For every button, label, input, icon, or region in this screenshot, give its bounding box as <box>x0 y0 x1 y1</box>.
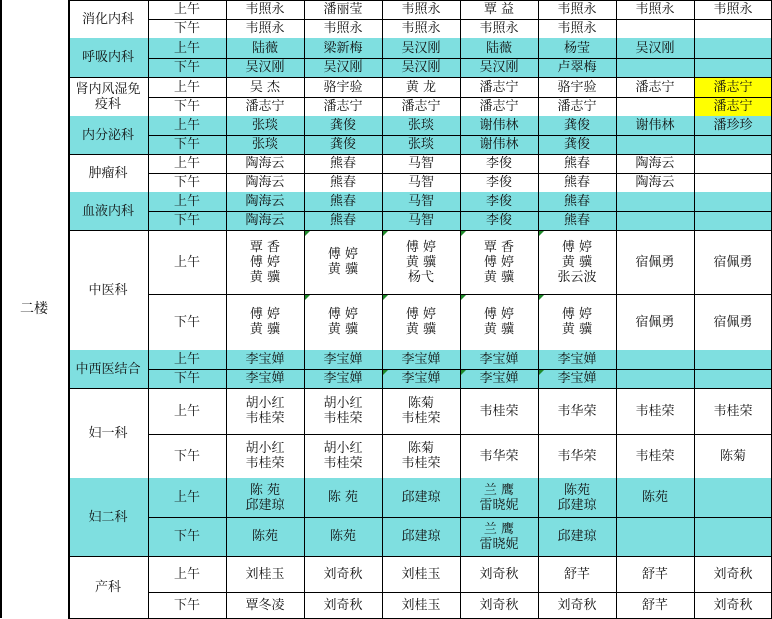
doctor-cell: 胡小红 韦桂荣 <box>323 441 363 471</box>
doctor-cell: 陶海云 <box>245 175 285 190</box>
doctor-cell: 潘丽莹 <box>323 2 363 17</box>
period-label: 下午 <box>173 175 200 190</box>
doctor-cell: 熊春 <box>563 156 590 171</box>
doctor-cell: 熊春 <box>563 175 590 190</box>
doctor-cell: 傅 婷 黄 骥 <box>327 307 359 337</box>
doctor-cell: 谢伟林 <box>635 118 675 133</box>
doctor-cell: 潘志宁 <box>479 99 519 114</box>
doctor-cell: 卢翠梅 <box>557 60 597 75</box>
doctor-cell: 张琰 <box>251 137 278 152</box>
doctor-cell: 覃 香 傅 婷 黄 骥 <box>249 239 281 285</box>
period-label: 上午 <box>173 79 200 95</box>
cell-marker <box>305 295 310 300</box>
doctor-cell: 马智 <box>407 156 434 171</box>
doctor-cell: 李俊 <box>485 194 512 209</box>
doctor-cell: 陶海云 <box>245 194 285 209</box>
doctor-cell: 骆宇验 <box>557 79 597 95</box>
doctor-cell: 韦照永 <box>557 21 597 36</box>
doctor-cell: 陶海云 <box>635 156 675 171</box>
doctor-cell: 潘志宁 <box>713 99 753 114</box>
doctor-cell: 韦桂荣 <box>479 403 519 419</box>
period-label: 上午 <box>173 490 200 505</box>
floor-label: 二楼 <box>20 300 48 317</box>
doctor-cell: 胡小红 韦桂荣 <box>245 396 285 426</box>
doctor-cell: 陈苑 邱建琼 <box>557 482 597 513</box>
doctor-cell: 李宝婵 <box>479 352 519 367</box>
doctor-cell: 陶海云 <box>635 175 675 190</box>
doctor-cell: 张琰 <box>251 118 278 133</box>
doctor-cell <box>694 19 772 38</box>
doctor-cell: 胡小红 韦桂荣 <box>323 396 363 426</box>
doctor-cell: 潘志宁 <box>557 99 597 114</box>
doctor-cell: 陶海云 <box>245 156 285 171</box>
doctor-cell: 李宝婵 <box>557 352 597 367</box>
period-label: 下午 <box>173 21 200 36</box>
doctor-cell: 覃 香 傅 婷 黄 骥 <box>483 239 515 285</box>
doctor-cell: 吴汉刚 <box>479 60 519 75</box>
period-label: 上午 <box>173 2 200 17</box>
doctor-cell: 覃 益 <box>483 2 515 17</box>
doctor-cell: 韦照永 <box>713 2 753 17</box>
doctor-cell: 傅 婷 黄 骥 张云波 <box>557 239 597 285</box>
doctor-cell: 宿佩勇 <box>635 254 675 270</box>
period-label: 上午 <box>173 352 200 367</box>
department-name: 肾内风湿免 疫科 <box>75 81 141 112</box>
doctor-cell: 吴汉刚 <box>323 60 363 75</box>
doctor-cell: 韦桂荣 <box>635 403 675 419</box>
cell-marker <box>539 231 544 236</box>
period-label: 上午 <box>173 40 200 56</box>
doctor-cell: 宿佩勇 <box>713 314 753 330</box>
period-label: 下午 <box>173 448 200 464</box>
doctor-cell: 刘桂玉 <box>401 566 441 582</box>
doctor-cell: 吴汉刚 <box>401 40 441 56</box>
doctor-cell: 邱建琼 <box>557 529 597 544</box>
doctor-cell <box>694 173 772 192</box>
doctor-cell: 龚俊 <box>563 118 590 133</box>
period-label: 上午 <box>173 566 200 582</box>
doctor-cell: 吴 杰 <box>249 79 281 95</box>
doctor-cell: 李俊 <box>485 156 512 171</box>
doctor-cell: 兰 鹰 雷晓妮 <box>479 521 519 552</box>
doctor-cell: 兰 鹰 雷晓妮 <box>479 482 519 513</box>
doctor-cell <box>616 19 694 38</box>
doctor-cell: 舒芊 <box>563 566 590 582</box>
doctor-cell <box>616 517 694 556</box>
period-label: 下午 <box>173 99 200 114</box>
doctor-cell: 龚俊 <box>329 118 356 133</box>
left-border <box>0 0 2 618</box>
doctor-cell: 韦照永 <box>401 2 441 17</box>
doctor-cell: 韦华荣 <box>557 403 597 419</box>
doctor-cell: 韦照永 <box>479 21 519 36</box>
doctor-cell <box>694 58 772 77</box>
doctor-cell: 傅 婷 黄 骥 <box>405 307 437 337</box>
doctor-cell: 陶海云 <box>245 213 285 228</box>
department-name: 产科 <box>94 579 121 595</box>
doctor-cell: 韦桂荣 <box>713 403 753 419</box>
doctor-cell: 张琰 <box>407 118 434 133</box>
cell-marker <box>461 231 466 236</box>
cell-marker <box>539 370 544 375</box>
doctor-cell: 吴汉刚 <box>635 40 675 56</box>
doctor-cell: 骆宇验 <box>323 79 363 95</box>
doctor-cell: 潘志宁 <box>713 79 753 95</box>
doctor-cell <box>616 369 694 388</box>
doctor-cell <box>694 517 772 556</box>
doctor-cell <box>694 211 772 230</box>
doctor-cell: 潘志宁 <box>479 79 519 95</box>
doctor-cell <box>694 135 772 154</box>
doctor-cell: 熊春 <box>563 213 590 228</box>
column-divider <box>226 0 227 618</box>
doctor-cell: 李俊 <box>485 175 512 190</box>
doctor-cell: 刘奇秋 <box>323 566 363 582</box>
doctor-cell: 韦照永 <box>557 2 597 17</box>
period-label: 下午 <box>173 529 200 544</box>
doctor-cell: 熊春 <box>329 194 356 209</box>
doctor-cell: 傅 婷 黄 骥 <box>483 307 515 337</box>
doctor-cell: 刘奇秋 <box>713 566 753 582</box>
cell-marker <box>461 295 466 300</box>
doctor-cell: 熊春 <box>563 194 590 209</box>
column-divider <box>382 0 383 618</box>
doctor-cell: 李宝婵 <box>557 371 597 386</box>
doctor-cell: 熊春 <box>329 213 356 228</box>
doctor-cell: 熊春 <box>329 175 356 190</box>
period-label: 上午 <box>173 118 200 133</box>
doctor-cell: 谢伟林 <box>479 118 519 133</box>
doctor-cell: 邱建琼 <box>401 529 441 544</box>
doctor-cell: 宿佩勇 <box>635 314 675 330</box>
department-name: 妇一科 <box>88 425 128 441</box>
doctor-cell: 舒芊 <box>641 566 668 582</box>
doctor-cell <box>694 350 772 369</box>
doctor-cell: 梁新梅 <box>323 40 363 56</box>
doctor-cell: 陈苑 <box>251 529 278 544</box>
doctor-cell <box>616 192 694 211</box>
cell-marker <box>383 231 388 236</box>
doctor-cell: 陈苑 <box>641 490 668 505</box>
doctor-cell <box>694 369 772 388</box>
doctor-cell: 韦照永 <box>245 2 285 17</box>
column-divider <box>304 0 305 618</box>
doctor-cell: 傅 婷 黄 骥 <box>327 247 359 277</box>
doctor-cell: 陈 苑 <box>327 490 359 505</box>
department-name: 消化内科 <box>81 11 134 27</box>
doctor-cell: 谢伟林 <box>479 137 519 152</box>
doctor-cell: 潘志宁 <box>245 99 285 114</box>
column-divider <box>694 0 695 618</box>
doctor-cell <box>694 38 772 58</box>
column-divider <box>148 0 149 618</box>
doctor-cell: 马智 <box>407 175 434 190</box>
doctor-cell <box>616 97 694 116</box>
cell-marker <box>539 295 544 300</box>
doctor-cell: 黄 龙 <box>405 79 437 95</box>
doctor-cell <box>616 58 694 77</box>
doctor-cell: 李宝婵 <box>245 371 285 386</box>
doctor-cell: 韦照永 <box>401 21 441 36</box>
column-divider <box>68 0 70 618</box>
doctor-cell: 潘志宁 <box>401 99 441 114</box>
doctor-cell: 舒芊 <box>641 597 668 613</box>
doctor-cell <box>616 135 694 154</box>
doctor-cell: 杨莹 <box>563 40 590 56</box>
doctor-cell: 潘志宁 <box>323 99 363 114</box>
doctor-cell: 刘桂玉 <box>401 597 441 613</box>
period-label: 上午 <box>173 254 200 270</box>
doctor-cell: 胡小红 韦桂荣 <box>245 441 285 471</box>
doctor-cell: 韦华荣 <box>557 448 597 464</box>
doctor-cell <box>694 478 772 517</box>
doctor-cell: 李宝婵 <box>245 352 285 367</box>
doctor-cell <box>694 192 772 211</box>
period-label: 下午 <box>173 597 200 613</box>
doctor-cell: 张琰 <box>407 137 434 152</box>
doctor-cell: 傅 婷 黄 骥 <box>561 307 593 337</box>
period-label: 下午 <box>173 137 200 152</box>
doctor-cell: 陈 苑 邱建琼 <box>245 482 285 513</box>
doctor-cell: 吴汉刚 <box>245 60 285 75</box>
doctor-cell: 潘志宁 <box>635 79 675 95</box>
doctor-cell: 傅 婷 黄 骥 杨弋 <box>405 239 437 285</box>
department-name: 妇二科 <box>88 509 128 525</box>
doctor-cell: 李宝婵 <box>479 371 519 386</box>
period-label: 下午 <box>173 213 200 228</box>
doctor-cell: 刘桂玉 <box>245 566 285 582</box>
period-label: 下午 <box>173 60 200 75</box>
doctor-cell: 韦桂荣 <box>635 448 675 464</box>
doctor-cell: 陆薇 <box>251 40 278 56</box>
doctor-cell: 潘珍珍 <box>713 118 753 133</box>
top-border <box>68 0 772 1</box>
doctor-cell: 李宝婵 <box>401 352 441 367</box>
doctor-cell: 覃冬凌 <box>245 597 285 613</box>
period-label: 下午 <box>173 314 200 330</box>
cell-marker <box>383 370 388 375</box>
doctor-cell: 刘奇秋 <box>713 597 753 613</box>
doctor-cell: 马智 <box>407 194 434 209</box>
doctor-cell: 马智 <box>407 213 434 228</box>
column-divider <box>616 0 617 618</box>
cell-marker <box>383 295 388 300</box>
department-name: 中西医结合 <box>75 361 141 377</box>
doctor-cell <box>616 350 694 369</box>
doctor-cell: 李宝婵 <box>323 352 363 367</box>
doctor-cell: 韦华荣 <box>479 448 519 464</box>
doctor-cell: 傅 婷 黄 骥 <box>249 307 281 337</box>
period-label: 上午 <box>173 403 200 419</box>
doctor-cell <box>616 211 694 230</box>
department-name: 中医科 <box>88 282 128 298</box>
doctor-cell: 李宝婵 <box>401 371 441 386</box>
department-name: 呼吸内科 <box>81 50 134 65</box>
department-name: 内分泌科 <box>81 127 134 143</box>
doctor-cell: 陆薇 <box>485 40 512 56</box>
department-name: 血液内科 <box>81 203 134 219</box>
period-label: 上午 <box>173 156 200 171</box>
period-label: 上午 <box>173 194 200 209</box>
column-divider <box>538 0 539 618</box>
doctor-cell: 李宝婵 <box>323 371 363 386</box>
period-label: 下午 <box>173 371 200 386</box>
doctor-cell: 宿佩勇 <box>713 254 753 270</box>
doctor-cell: 韦照永 <box>635 2 675 17</box>
department-name: 肿瘤科 <box>88 165 128 181</box>
doctor-cell <box>694 154 772 173</box>
doctor-cell: 龚俊 <box>329 137 356 152</box>
doctor-cell: 韦照永 <box>245 21 285 36</box>
column-divider <box>460 0 461 618</box>
doctor-cell: 刘奇秋 <box>323 597 363 613</box>
doctor-cell: 龚俊 <box>563 137 590 152</box>
cell-marker <box>461 370 466 375</box>
doctor-cell: 刘奇秋 <box>557 597 597 613</box>
doctor-cell: 陈菊 <box>719 448 746 464</box>
doctor-cell: 李俊 <box>485 213 512 228</box>
doctor-cell: 邱建琼 <box>401 490 441 505</box>
doctor-cell: 陈菊 韦桂荣 <box>401 441 441 471</box>
doctor-cell: 陈菊 韦桂荣 <box>401 396 441 426</box>
cell-marker <box>305 231 310 236</box>
doctor-cell: 熊春 <box>329 156 356 171</box>
doctor-cell: 刘奇秋 <box>479 597 519 613</box>
doctor-cell: 陈苑 <box>329 529 356 544</box>
doctor-cell: 韦照永 <box>323 21 363 36</box>
doctor-cell: 吴汉刚 <box>401 60 441 75</box>
doctor-cell: 刘奇秋 <box>479 566 519 582</box>
